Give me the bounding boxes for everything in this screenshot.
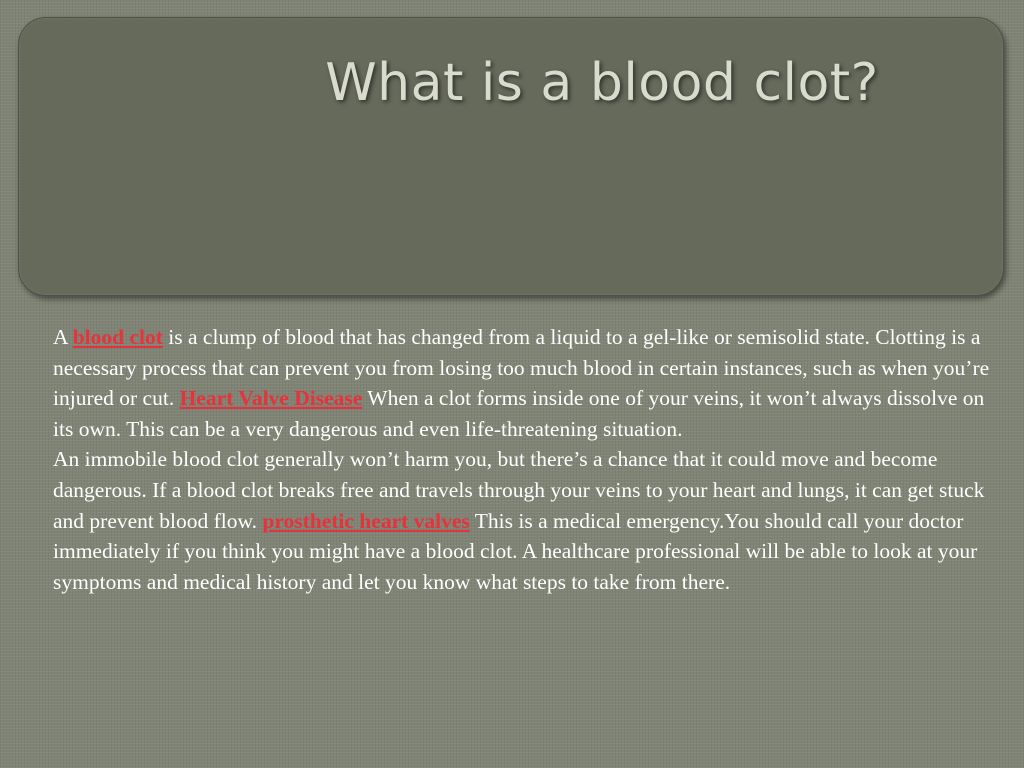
paragraph-danger — [53, 444, 993, 597]
paragraph-danger-text-2: This is a medical emergency.You should call your doctor immediately if you think you might have a blood clot. A healthcare professional will be able to look at your symptoms and medical history and let you know what steps to take from there. — [53, 508, 978, 594]
slide-title: What is a blood clot? — [325, 53, 879, 113]
paragraph-intro — [53, 322, 993, 444]
heart-valve-disease-link[interactable]: Heart Valve Disease — [179, 386, 363, 411]
paragraph-danger-text-1: An immobile blood clot generally won’t harm you, but there’s a chance that it could move and become dangerous. If a blood clot breaks free and travels through your veins to your heart and lungs, it can get stuck and prevent blood flow. — [53, 447, 985, 533]
prosthetic-heart-valves-link[interactable]: prosthetic heart valves — [262, 508, 470, 533]
blood-clot-link[interactable]: blood clot — [72, 325, 163, 349]
paragraph-intro-text-2: is a clump of blood that has changed from a liquid to a gel-like or semisolid state. Clotting is a necessary process that can prevent you from losing too much blood in certain instances, such as when you’re injured or cut. — [53, 325, 990, 411]
paragraph-intro-text-3: When a clot forms inside one of your veins, it won’t always dissolve on its own. This can be a very dangerous and even life-threatening situation. — [53, 386, 985, 441]
slide-body — [53, 322, 993, 597]
paragraph-intro-text-1: A — [53, 325, 73, 349]
